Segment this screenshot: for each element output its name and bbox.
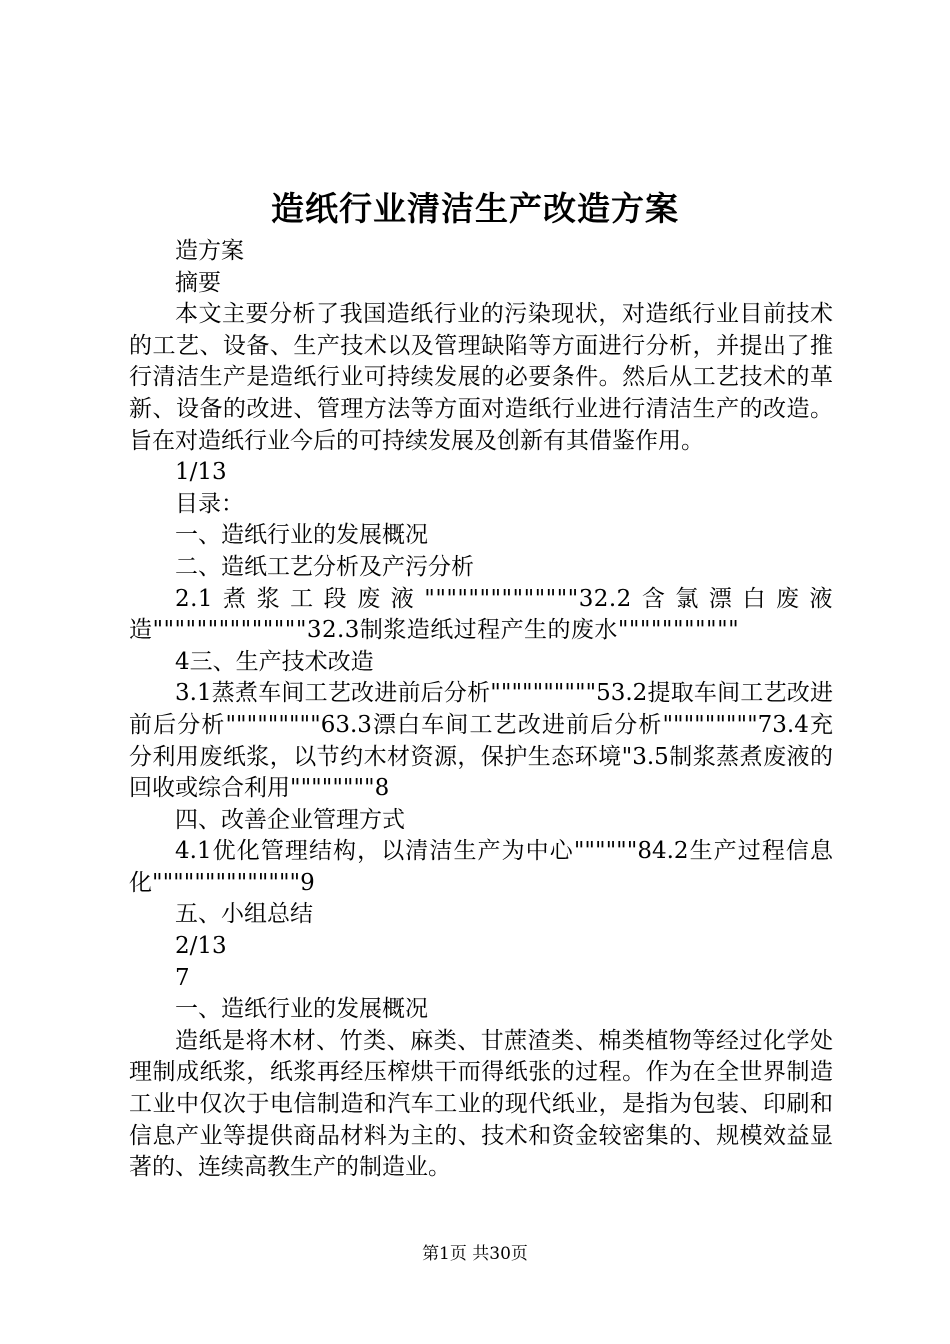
- toc-subitems-2: 2.1煮浆工段废液""""""""""""""32.2含氯漂白废液造""""""""""""""32.3制浆造纸过程产生的废水""""""""""": [129, 585, 833, 644]
- abstract-text: 本文主要分析了我国造纸行业的污染现状，对造纸行业目前技术的工艺、设备、生产技术以及管理缺陷等方面进行分析，并提出了推行清洁生产是造纸行业可持续发展的必要条件。然后从工艺技术的革新、设备的改进、管理方法等方面对造纸行业进行清洁生产的改造。旨在对造纸行业今后的可持续发展及创新有其借鉴作用。: [129, 301, 833, 454]
- section-1-text: 造纸是将木材、竹类、麻类、甘蔗渣类、棉类植物等经过化学处理制成纸浆，纸浆再经压榨烘干而得纸张的过程。作为在全世界制造工业中仅次于电信制造和汽车工业的现代纸业，是指为包装、印刷和信息产业等提供商品材料为主的、技术和资金较密集的、规模效益显著的、连续高教生产的制造业。: [129, 1027, 833, 1181]
- abstract-heading: 摘要: [175, 269, 221, 296]
- toc-item-3: 4三、生产技术改造: [175, 648, 374, 675]
- document-title: 造纸行业清洁生产改造方案: [271, 189, 679, 228]
- toc-item-1: 一、造纸行业的发展概况: [175, 522, 428, 549]
- toc-heading: 目录：: [175, 490, 244, 517]
- section-heading-1: 一、造纸行业的发展概况: [175, 996, 428, 1023]
- toc-item-2: 二、造纸工艺分析及产污分析: [175, 553, 474, 580]
- page-number-fragment: 7: [175, 964, 190, 991]
- toc-item-5: 五、小组总结: [175, 901, 313, 928]
- paragraph-heading-fragment: 造方案: [175, 238, 244, 264]
- page-marker: 2/13: [175, 933, 227, 960]
- toc-subitems-3: 3.1蒸煮车间工艺改进前后分析""""""""""53.2提取车间工艺改进前后分析"""""""""63.3漂白车间工艺改进前后分析"""""""""73.4充分利用废纸浆，以节约木材资源，保护生态环境"3.5制浆蒸煮废液的回收或综合利用""""""""8: [129, 680, 833, 802]
- toc-subitems-4: 4.1优化管理结构，以清洁生产为中心""""""84.2生产过程信息化""""""""""""""9: [129, 838, 833, 896]
- toc-item-4: 四、改善企业管理方式: [175, 806, 405, 833]
- document-body: [129, 236, 833, 1184]
- page-footer: 第1页 共30页: [422, 1244, 528, 1264]
- page-marker: 1/13: [175, 459, 227, 486]
